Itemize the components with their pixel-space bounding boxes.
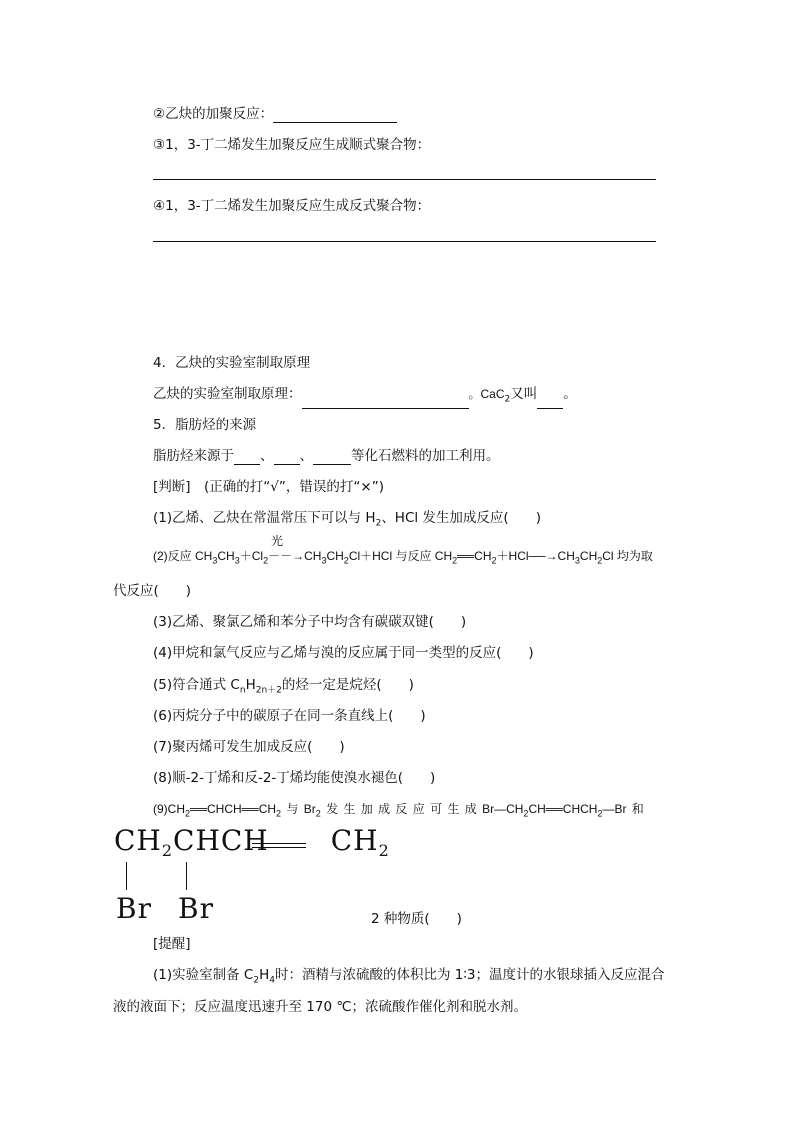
section-5-line: 脂肪烃来源于 、 、 等化石燃料的加工利用。 [153,448,500,464]
section-4-heading: 4．乙炔的实验室制取原理 [153,355,311,371]
judge-q6: (6)丙烷分子中的碳原子在同一条直线上( ) [153,708,426,724]
answer-blank[interactable] [537,394,563,409]
polymer-item-3: ③1，3-丁二烯发生加聚反应生成顺式聚合物： [153,137,431,153]
judge-q4: (4)甲烷和氯气反应与乙烯与溴的反应属于同一类型的反应( ) [153,645,534,661]
tips-p1-cont: 液的液面下；反应温度迅速升至 170 ℃；浓硫酸作催化剂和脱水剂。 [113,999,528,1015]
judge-q9-tail: 2 种物质( ) [371,911,462,927]
judge-heading: [判断] (正确的打“√”，错误的打“×”) [153,479,384,495]
judge-q3: (3)乙烯、聚氯乙烯和苯分子中均含有碳碳双键( ) [153,614,467,630]
bromine-atom: Br [178,892,214,925]
single-bond [126,862,127,890]
reaction-arrow: －－→ [268,549,305,563]
polymer-item-4: ④1，3-丁二烯发生加聚反应生成反式聚合物： [153,198,431,214]
double-bond [252,843,306,848]
section-4-line: 乙炔的实验室制取原理： 。CaC$_2$又叫 。 [153,385,577,409]
judge-q9: $(9)CH_2══CHCH══CH_2$ 与 $Br_2$ 发 生 加 成 反 应 可 生 成 $Br—CH_2CH══CHCH_2—Br$ 和 [153,802,644,819]
bromine-atom: Br [116,892,152,925]
polymer-item-2-text: ②乙炔的加聚反应： [153,106,274,122]
judge-q5: (5)符合通式 $C_nH_{2n+2}$的烃一定是烷烃( ) [153,677,414,696]
section-5-heading: 5．脂肪烃的来源 [153,417,257,433]
answer-blank[interactable] [234,450,260,465]
answer-blank[interactable] [302,394,469,409]
answer-blank[interactable] [313,450,351,465]
judge-q7: (7)聚丙烯可发生加成反应( ) [153,739,345,755]
answer-rule[interactable] [153,179,656,180]
reaction-arrow: ──→ [528,549,558,563]
judge-q2-cont: 代反应( ) [113,583,192,599]
judge-q2: (2)反应 $CH_3CH_3+Cl_2--\to CH_3CH_2Cl+HCl$ 与反应 $CH_2══CH_2+HCl──\to CH_3CH_2Cl$ 均为取 [153,549,653,566]
answer-blank[interactable] [273,108,397,123]
tips-p1: (1)实验室制备 $C_2H_4$时：酒精与浓硫酸的体积比为 1∶3；温度计的水银球插入反应混合 [153,967,665,986]
structural-formula: $CH_2CHCH$ $CH_2$ [114,824,390,860]
single-bond [186,862,187,890]
judge-q1: (1)乙烯、乙炔在常温常压下可以与 $H_2$、HCl 发生加成反应( ) [153,510,541,529]
judge-q8: (8)顺-2-丁烯和反-2-丁烯均能使溴水褪色( ) [153,770,436,786]
answer-blank[interactable] [274,450,300,465]
light-label: 光 [271,534,284,548]
answer-rule[interactable] [153,241,656,242]
tips-heading: [提醒] [153,936,191,952]
polymer-item-2 [153,105,397,123]
